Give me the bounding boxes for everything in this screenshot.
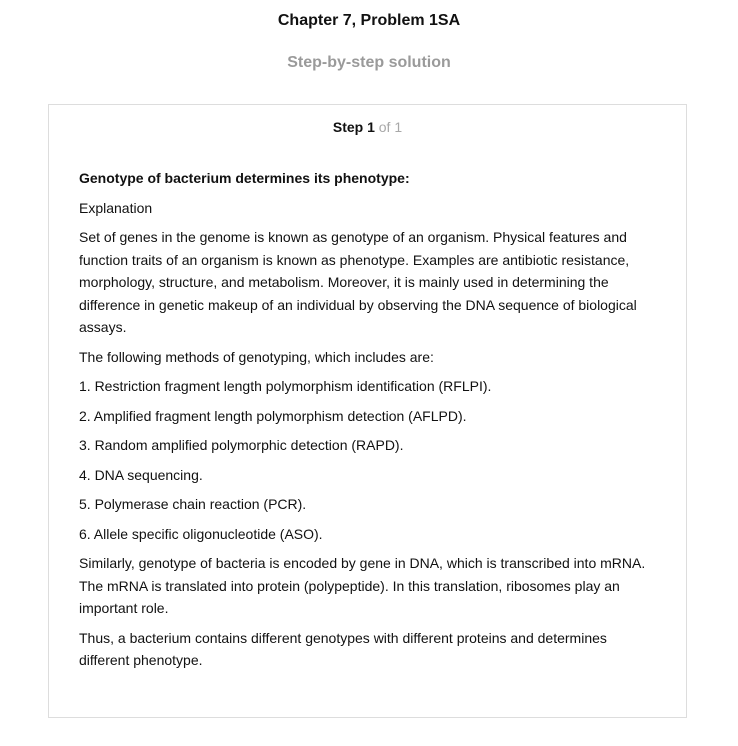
explanation-label: Explanation [79, 199, 153, 216]
page-subtitle: Step-by-step solution [287, 54, 451, 71]
page-title: Chapter 7, Problem 1SA [277, 12, 461, 29]
step-header [49, 119, 686, 135]
step-count: of 1 [378, 119, 403, 135]
method-item: 5. Polymerase chain reaction (PCR). [79, 496, 307, 512]
paragraph-genotype-definition: Set of genes in the genome is known as genotype of an organism. Physical features and function traits of an organism is known as phenotype. Examples are antibiotic resistance, morphology, structure, and metabolism. Moreover, it is mainly used in determining the difference in genetic makeup of an individual by observing the DNA sequence of biological assays. [79, 229, 637, 335]
step-content [79, 167, 659, 679]
solution-step-card [48, 104, 687, 718]
method-item: 1. Restriction fragment length polymorphism identification (RFLPI). [79, 378, 492, 394]
paragraph-conclusion: Thus, a bacterium contains different genotypes with different proteins and determines different phenotype. [79, 629, 607, 668]
paragraph-bacteria-genotype: Similarly, genotype of bacteria is encoded by gene in DNA, which is transcribed into mRNA. The mRNA is translated into protein (polypeptide). In this translation, ribosomes play an important role. [79, 555, 646, 616]
method-item: 2. Amplified fragment length polymorphism detection (AFLPD). [79, 407, 467, 424]
paragraph-methods-intro: The following methods of genotyping, which includes are: [79, 348, 434, 365]
method-item: 6. Allele specific oligonucleotide (ASO). [79, 525, 323, 542]
step-label: Step 1 [332, 119, 375, 135]
method-item: 3. Random amplified polymorphic detection (RAPD). [79, 437, 404, 453]
step-heading: Genotype of bacterium determines its phenotype: [79, 170, 410, 186]
method-item: 4. DNA sequencing. [79, 466, 203, 483]
